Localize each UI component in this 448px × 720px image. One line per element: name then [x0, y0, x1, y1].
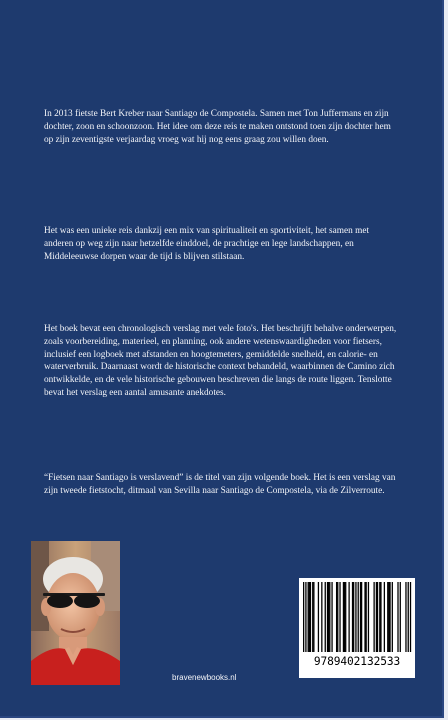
barcode-bar — [345, 582, 346, 652]
barcode-bar — [312, 582, 313, 652]
barcode-bar — [358, 582, 359, 652]
barcode-bar — [337, 582, 338, 652]
barcode-bar — [360, 582, 361, 652]
barcode-bar — [305, 582, 306, 652]
barcode-bar — [355, 582, 356, 652]
blurb-paragraph-2: Het was een unieke reis dankzij een mix van spiritualiteit en sportiviteit, het samen met anderen op weg zijn naar hetzelfde einddoel, de prachtige en lege landschappen, en Middeleeuwse dorpen waar de tijd is blijven stilstaan. — [44, 226, 370, 262]
barcode-bar — [309, 582, 310, 652]
barcode-bar — [376, 582, 377, 652]
barcode-bar — [405, 582, 406, 652]
author-photo — [31, 541, 120, 685]
barcode-bar — [387, 582, 388, 652]
barcode-bar — [329, 582, 330, 652]
barcode-bar — [368, 582, 369, 652]
blurb-paragraph-4: “Fietsen naar Santiago is verslavend” is de titel van zijn volgende boek. Het is een verslag van zijn tweede fietstocht, ditmaal van Sevilla naar Santiago de Compostela, via de Zilverroute. — [44, 473, 396, 496]
barcode-bar — [313, 582, 314, 652]
isbn-barcode — [299, 578, 415, 678]
barcode-bar — [397, 582, 398, 652]
barcode-bar — [408, 582, 409, 652]
barcode-bar — [361, 582, 362, 652]
barcode-bar — [384, 582, 385, 652]
barcode-bar — [364, 582, 365, 652]
barcode-bar — [353, 582, 354, 652]
barcode-bar — [318, 582, 319, 652]
barcode-bar — [310, 582, 311, 652]
barcode-bar — [388, 582, 389, 652]
barcode-bar — [377, 582, 378, 652]
blurb-paragraph-3: Het boek bevat een chronologisch verslag met vele foto's. Het beschrijft behalve onderwerpen, zoals voorbereiding, materieel, en planning, ook andere wetenswaardigheden voor fietsers, inclusief een logboek met afstanden en hoogtemeters, gemiddelde snelheid, en calorie- en waterverbruik. Daarnaast wordt de historische context behandeld, waarbinnen de Camino zich ontwikkelde, en de vele historische gebouwen beschreven die langs de route liggen. Tenslotte bevat het verslag een aantal amusante anekdotes. — [44, 324, 397, 398]
barcode-bar — [308, 582, 309, 652]
barcode-bar — [343, 582, 344, 652]
barcode-bar — [321, 582, 322, 652]
barcode-bar — [380, 582, 381, 652]
barcode-bar — [303, 582, 304, 652]
barcode-bar — [392, 582, 393, 652]
barcode-bar — [336, 582, 337, 652]
barcode-bar — [339, 582, 340, 652]
barcode-bar — [389, 582, 390, 652]
barcode-bar — [327, 582, 328, 652]
blurb-paragraph-1: In 2013 fietste Bert Kreber naar Santiago de Compostela. Samen met Ton Juffermans en zijn dochter, zoon en schoonzoon. Het idee om deze reis te maken ontstond toen zijn dochter hem op zijn zeventigste verjaardag vroeg wat hij nog eens graag zou willen doen. — [44, 109, 391, 145]
barcode-bar — [344, 582, 345, 652]
barcode-bar — [379, 582, 380, 652]
barcode-bar — [410, 582, 411, 652]
isbn-number: 9789402132533 — [313, 655, 401, 668]
publisher-name: bravenewbooks.nl — [172, 673, 237, 682]
barcode-bar — [366, 582, 367, 652]
barcode-bar — [348, 582, 349, 652]
barcode-bar — [352, 582, 353, 652]
barcode-bar — [328, 582, 329, 652]
barcode-bar — [373, 582, 374, 652]
barcode-bars — [299, 578, 415, 656]
barcode-bar — [331, 582, 332, 652]
barcode-bar — [400, 582, 401, 652]
barcode-bar — [325, 582, 326, 652]
